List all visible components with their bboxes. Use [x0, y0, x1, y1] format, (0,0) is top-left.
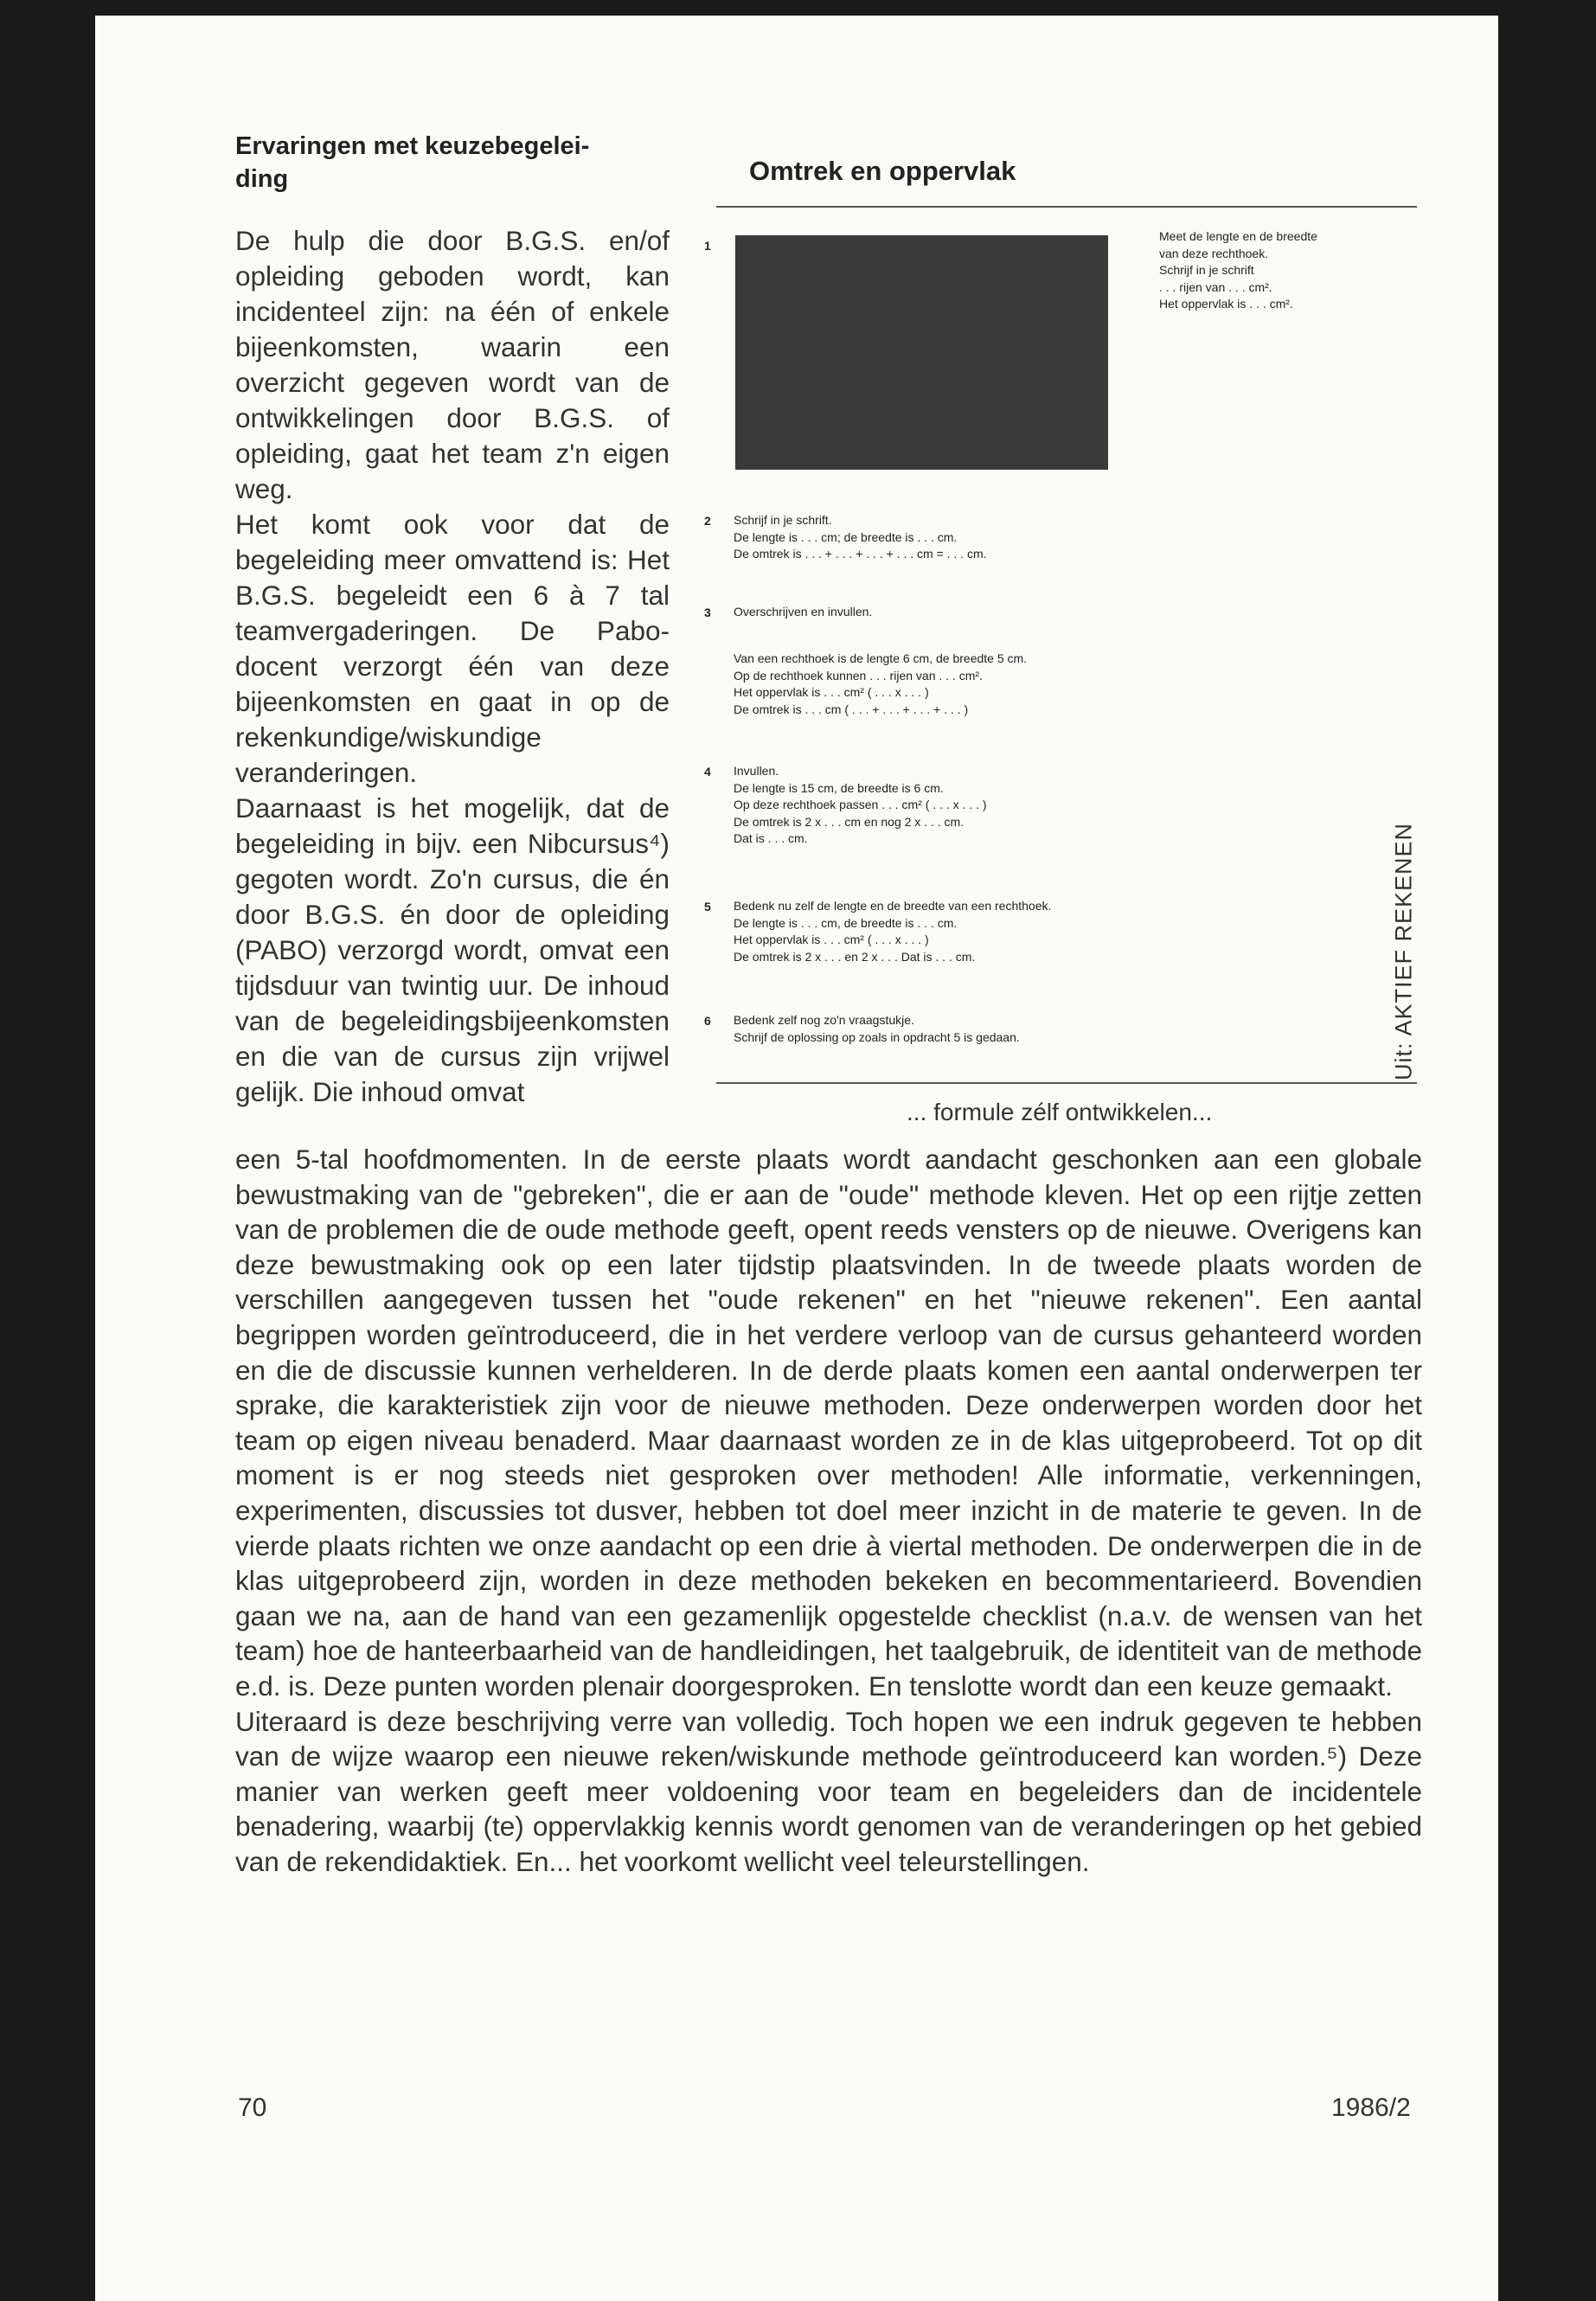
paragraph: Uiteraard is deze beschrijving verre van volledig. Toch hopen we een indruk gegeven te hebben van de wijze waarop een nieuwe reken/wiskunde methode geïntroduceerd kan worden.⁵) Deze manier van werken geeft meer voldoening voor team en begeleiders dan de incidentele benadering, waarbij (te) oppervlakkig kennis wordt genomen van de veranderingen op het gebied van de rekendidaktiek. En... het voorkomt wellicht veel teleurstellingen. [235, 1705, 1422, 1877]
paragraph: Het komt ook voor dat de begeleiding meer omvattend is: Het B.G.S. begeleidt een 6 à 7 tal teamvergaderingen. De Pabo-docent verzorgt één van deze bijeenkomsten en gaat in op de rekenkundige/wiskundige veranderingen. [235, 509, 670, 788]
exercise-text: Overschrijven en invullen. [734, 605, 873, 619]
issue-number: 1986/2 [1331, 2093, 1411, 2122]
exercise-text: Van een rechthoek is de lengte 6 cm, de breedte 5 cm. Op de rechthoek kunnen . . . rijen van . . . cm². Het oppervlak is . . . cm² ( . . . x . . . ) De omtrek is . . . cm ( . . . + . . . + . . . + . . . ) [734, 651, 1028, 716]
source-label-text: Uit: AKTIEF REKENEN [1390, 822, 1417, 1081]
exercise-number: 6 [704, 1014, 711, 1028]
exercise-number: 3 [704, 606, 711, 619]
left-column-body [235, 223, 670, 1110]
scan-border-top [0, 0, 1596, 16]
main-body [235, 1142, 1422, 1879]
exercise-text: Bedenk nu zelf de lengte en de breedte van een rechthoek. De lengte is . . . cm, de breedte is . . . cm. Het oppervlak is . . . cm² ( . . . x . . . ) De omtrek is 2 x . . . en 2 x . . . Dat is . . . cm. [734, 899, 1052, 964]
exercise-number: 1 [704, 239, 711, 253]
page-number: 70 [238, 2093, 267, 2122]
exercise-number: 4 [704, 765, 711, 779]
scan-border-right [1498, 0, 1596, 2301]
figure-bottom-rule [716, 1082, 1417, 1084]
figure-top-rule [716, 206, 1417, 208]
rectangle-figure [735, 235, 1108, 470]
paragraph: een 5-tal hoofdmomenten. In de eerste plaats wordt aandacht geschonken aan een globale bewustmaking van de "gebreken", die er aan de "oude" methode kleven. Het op een rijtje zetten van de problemen die de oude methode geeft, opent reeds vensters op de nieuwe. Overigens kan deze bewustmaking ook op een later tijdstip plaatsvinden. In de tweede plaats worden de verschillen aangegeven tussen het "oude rekenen" en het "nieuwe rekenen". Een aantal begrippen worden geïntroduceerd, die in het verdere verloop van de cursus gehanteerd worden en die de discussie kunnen verhelderen. In de derde plaats komen een aantal onderwerpen ter sprake, die karakteristiek zijn voor de nieuwe methoden. Deze onderwerpen worden door het team op eigen niveau benaderd. Maar daarnaast worden ze in de klas uitgeprobeerd. Tot op dit moment is er nog steeds niet gesproken over methoden! Alle informatie, verkenningen, experimenten, discussies tot dusver, hebben tot doel meer inzicht in de materie te geven. In de vierde plaats richten we onze aandacht op een drie à viertal methoden. De onderwerpen die in de klas uitgeprobeerd zijn, worden in deze methoden bekeken en becommentarieerd. Bovendien gaan we na, aan de hand van een gezamenlijk opgestelde checklist (n.a.v. de wensen van het team) hoe de hanteerbaarheid van de handleidingen, het taalgebruik, de identiteit van de methode e.d. is. Deze punten worden plenair doorgesproken. En tenslotte wordt dan een keuze gemaakt. [235, 1144, 1422, 1702]
paragraph: Daarnaast is het mogelijk, dat de begeleiding in bijv. een Nibcursus⁴) gegoten wordt. Zo'n cursus, die én door B.G.S. én door de opleiding (PABO) verzorgd wordt, omvat een tijdsduur van twintig uur. De inhoud van de begeleidingsbijeenkomsten en die van de cursus zijn vrijwel gelijk. Die inhoud omvat [235, 792, 670, 1107]
paragraph: De hulp die door B.G.S. en/of opleiding geboden wordt, kan incidenteel zijn: na één of enkele bijeenkomsten, waarin een overzicht gegeven wordt van de ontwikkelingen door B.G.S. of opleiding, gaat het team z'n eigen weg. [235, 225, 670, 504]
figure-caption: ... formule zélf ontwikkelen... [907, 1099, 1213, 1125]
exercise-text: Meet de lengte en de breedte van deze rechthoek. Schrijf in je schrift . . . rijen van . . . cm². Het oppervlak is . . . cm². [1159, 229, 1317, 311]
scan-border-left [0, 0, 95, 2301]
figure-heading: Omtrek en oppervlak [749, 156, 1016, 186]
exercise-text: Invullen. De lengte is 15 cm, de breedte is 6 cm. Op deze rechthoek passen . . . cm² ( . . . x . . . ) De omtrek is 2 x . . . cm en nog 2 x . . . cm. Dat is . . . cm. [734, 764, 987, 845]
section-heading: Ervaringen met keuzebegelei- ding [235, 132, 590, 193]
exercise-number: 5 [704, 900, 711, 913]
exercise-number: 2 [704, 514, 711, 528]
exercise-text: Schrijf in je schrift. De lengte is . . . cm; de breedte is . . . cm. De omtrek is . . . + . . . + . . . + . . . cm = . . . cm. [734, 513, 987, 561]
exercise-text: Bedenk zelf nog zo'n vraagstukje. Schrijf de oplossing op zoals in opdracht 5 is gedaan. [734, 1013, 1020, 1044]
left-column-heading-block [235, 130, 670, 195]
